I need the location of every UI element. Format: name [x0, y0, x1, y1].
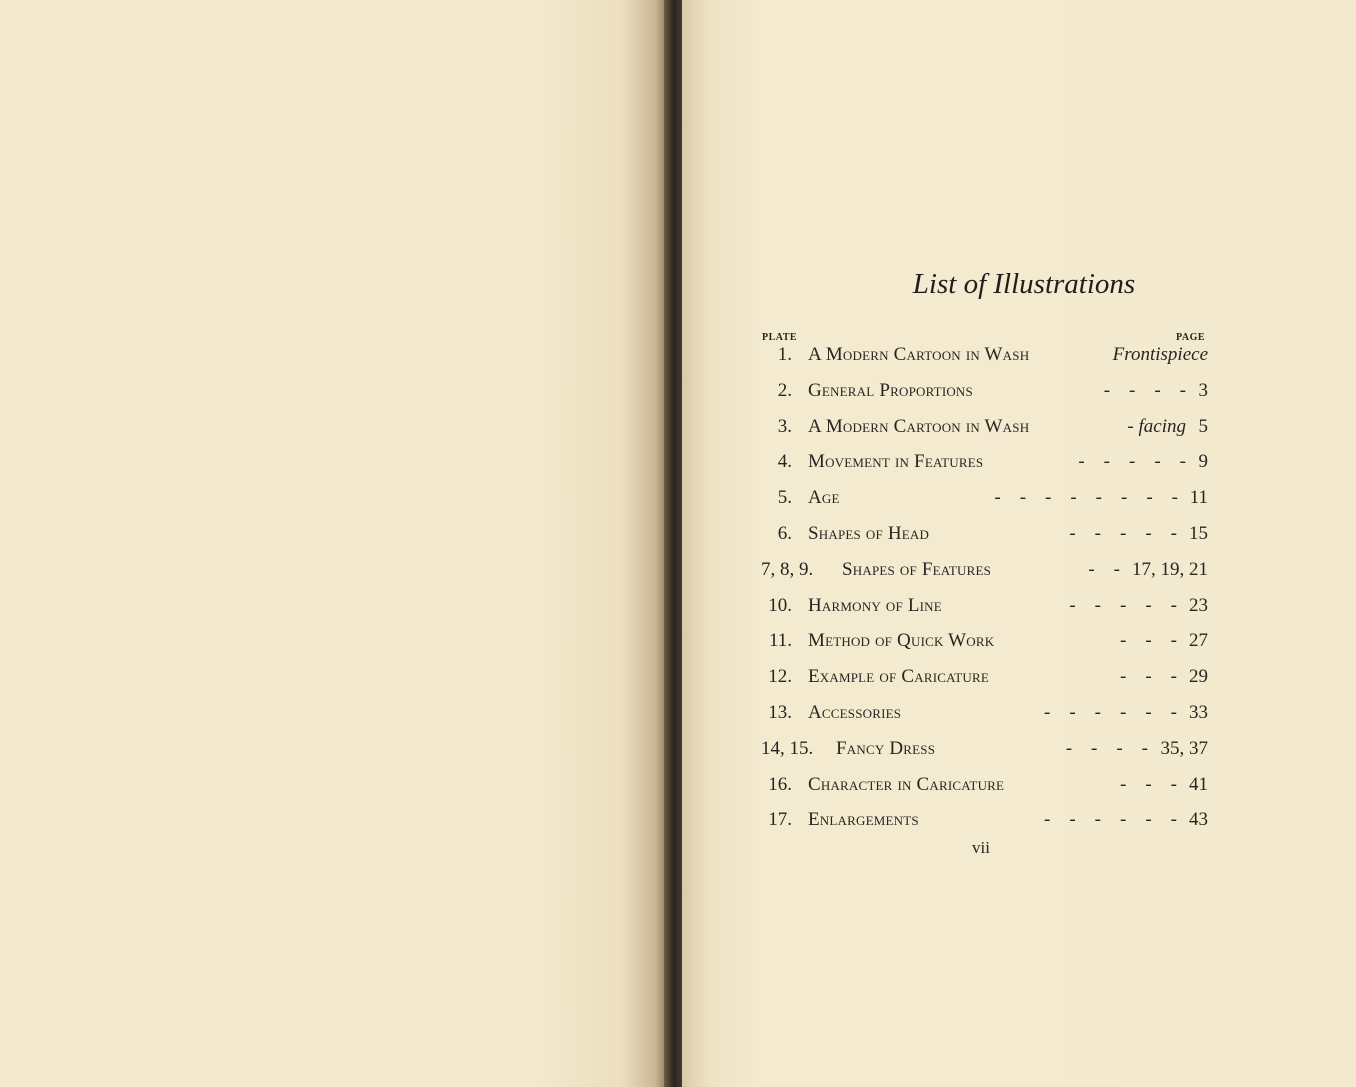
illustration-title: General Proportions	[808, 379, 973, 401]
page-reference: 23	[1189, 594, 1208, 616]
list-item	[752, 770, 1210, 806]
illustration-title: Character in Caricature	[808, 773, 1005, 795]
list-item	[752, 591, 1210, 627]
illustration-title: Shapes of Head	[808, 522, 930, 544]
list-item	[752, 447, 1210, 483]
dot-leader: - facing	[1127, 415, 1186, 437]
illustration-title: Method of Quick Work	[808, 630, 995, 652]
illustration-title: Fancy Dress	[836, 737, 936, 759]
page-reference: 29	[1189, 666, 1208, 688]
illustration-title: A Modern Cartoon in Wash	[808, 415, 1030, 437]
illustration-title: Example of Caricature	[808, 666, 989, 688]
plate-number: 5.	[777, 487, 792, 509]
page-column-header: PAGE	[1176, 332, 1206, 343]
plate-number: 12.	[768, 666, 792, 688]
dot-leader: - - -	[1120, 666, 1177, 688]
plate-number: 17.	[768, 809, 792, 831]
list-item	[752, 340, 1210, 376]
page-reference: 33	[1189, 701, 1208, 723]
illustration-title: Age	[808, 487, 840, 509]
illustration-title: Harmony of Line	[808, 594, 942, 616]
illustrations-list	[752, 340, 1210, 841]
list-item	[752, 734, 1210, 770]
page-reference: 41	[1189, 773, 1208, 795]
plate-number: 4.	[777, 451, 792, 473]
page-reference: 15	[1189, 522, 1208, 544]
list-item	[752, 805, 1210, 841]
list-item	[752, 662, 1210, 698]
page-reference: 11	[1189, 487, 1208, 509]
page-reference: 27	[1189, 630, 1208, 652]
list-item	[752, 412, 1210, 448]
illustration-title: A Modern Cartoon in Wash	[808, 344, 1030, 365]
illustration-title: Movement in Features	[808, 451, 984, 473]
dot-leader: - - - - - - - -	[994, 487, 1178, 509]
dot-leader: - - - - - -	[1044, 809, 1177, 831]
list-item	[752, 555, 1210, 591]
book-gutter	[664, 0, 684, 1087]
plate-number: 2.	[777, 379, 792, 401]
plate-number: 6.	[777, 522, 792, 544]
dot-leader: - - - - -	[1069, 594, 1177, 616]
left-page-blank	[0, 0, 668, 1087]
plate-number: 1.	[777, 344, 792, 365]
page-reference: 9	[1198, 451, 1208, 473]
dot-leader: - - - -	[1065, 737, 1148, 759]
list-item	[752, 483, 1210, 519]
dot-leader: - - -	[1120, 630, 1177, 652]
dot-leader: - - - - -	[1078, 451, 1186, 473]
right-page	[682, 0, 1356, 1087]
plate-number: 3.	[777, 415, 792, 437]
list-item	[752, 376, 1210, 412]
plate-column-header: PLATE	[762, 332, 798, 343]
dot-leader: - - - - - -	[1044, 701, 1177, 723]
dot-leader: - - - -	[1103, 379, 1186, 401]
plate-number: 16.	[768, 773, 792, 795]
plate-number: 10.	[768, 594, 792, 616]
page-reference: 35, 37	[1160, 737, 1208, 759]
illustration-title: Shapes of Features	[842, 558, 992, 580]
page-reference: 5	[1198, 415, 1208, 437]
dot-leader: - - -	[1120, 773, 1177, 795]
page-reference: 3	[1198, 379, 1208, 401]
plate-number: 7, 8, 9.	[761, 558, 814, 580]
list-item	[752, 519, 1210, 555]
plate-number: 13.	[768, 701, 792, 723]
dot-leader: - -	[1088, 558, 1120, 580]
list-item	[752, 698, 1210, 734]
page-reference: 17, 19, 21	[1132, 558, 1208, 580]
list-item	[752, 626, 1210, 662]
plate-number: 14, 15.	[761, 737, 814, 759]
page-title: List of Illustrations	[912, 268, 1136, 300]
page-folio: vii	[972, 838, 990, 857]
plate-number: 11.	[768, 630, 792, 652]
illustration-title: Enlargements	[808, 809, 919, 831]
illustration-title: Accessories	[808, 701, 902, 723]
dot-leader: - - - - -	[1069, 522, 1177, 544]
page-reference: 43	[1189, 809, 1208, 831]
page-reference: Frontispiece	[1112, 344, 1208, 365]
